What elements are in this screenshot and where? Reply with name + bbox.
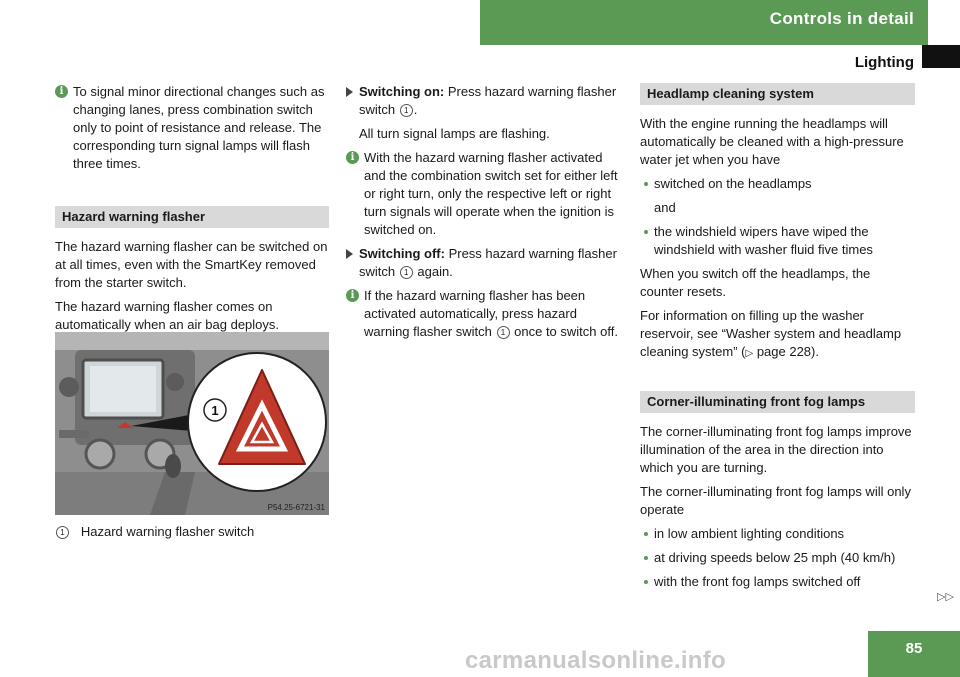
- callout-number: 1: [56, 526, 69, 539]
- info-note: [346, 287, 623, 341]
- paragraph: With the engine running the headlamps will automatically be cleaned with a high-pressure water jet when you have: [640, 116, 904, 167]
- step-text: Press hazard warning flasher switch: [359, 246, 617, 279]
- list-item-text: the windshield wipers have wiped the windshield with washer fluid five times: [654, 224, 873, 257]
- bullet-icon: [644, 182, 648, 186]
- info-icon: i: [346, 289, 359, 302]
- step-label: Switching off:: [359, 246, 445, 261]
- subsection-title: Lighting: [854, 54, 914, 71]
- continue-arrow-icon: ▷▷: [937, 591, 954, 603]
- list-item-text: switched on the headlamps: [654, 176, 812, 191]
- page-ref-arrow-icon: ▷: [745, 348, 754, 359]
- page-number-text: 85: [905, 640, 923, 657]
- list-item: [640, 573, 915, 591]
- paragraph: When you switch off the headlamps, the counter resets.: [640, 266, 871, 299]
- list-item: [640, 525, 915, 543]
- info-note-text: If the hazard warning flasher has been activated automatically, press hazard warning flasher switch: [364, 288, 586, 339]
- section-heading-fog: Corner-illuminating front fog lamps: [640, 391, 915, 413]
- watermark: carmanualsonline.info: [465, 647, 727, 674]
- step-result: All turn signal lamps are flashing.: [359, 126, 550, 141]
- caption-text: Hazard warning flasher switch: [80, 524, 255, 539]
- paragraph: The corner-illuminating front fog lamps will only operate: [640, 484, 911, 517]
- callout-number: 1: [497, 326, 510, 339]
- step-text-tail: again.: [417, 264, 453, 279]
- dashboard-figure: [55, 332, 329, 515]
- conjunction: and: [654, 200, 676, 215]
- bullet-icon: [644, 556, 648, 560]
- info-note: [346, 149, 623, 239]
- chapter-tab: [922, 45, 960, 68]
- arrow-icon: [346, 249, 353, 259]
- figure-callout: 1: [211, 403, 219, 418]
- list-item: [640, 175, 915, 193]
- paragraph: [640, 307, 915, 363]
- info-note-text: To signal minor directional changes such as changing lanes, press combination switch only to point of resistance and release. The corresponding turn signal lamps will flash three times.: [73, 84, 325, 171]
- list-item: [640, 549, 915, 567]
- column-2: [346, 83, 623, 347]
- arrow-icon: [346, 87, 353, 97]
- bullet-icon: [644, 532, 648, 536]
- section-heading-hazard: Hazard warning flasher: [55, 206, 329, 228]
- page-reference-link[interactable]: page 228).: [756, 344, 819, 359]
- list-item-text: in low ambient lighting conditions: [654, 526, 845, 541]
- info-note-tail: once to switch off.: [514, 324, 618, 339]
- info-note: [55, 83, 329, 173]
- figure-caption: [55, 523, 254, 541]
- callout-number: 1: [400, 266, 413, 279]
- section-title: Controls in detail: [769, 9, 914, 28]
- list-item-text: with the front fog lamps switched off: [654, 574, 861, 589]
- step-switch-on: Switching on: Press hazard warning flasher switch 1 .: [346, 83, 623, 119]
- paragraph: The corner-illuminating front fog lamps improve illumination of the area in the direction into which you are turning.: [640, 424, 912, 475]
- step-switch-off: [346, 245, 623, 281]
- list-item: [640, 223, 915, 259]
- paragraph: The hazard warning flasher can be switched on at all times, even with the SmartKey removed from the starter switch.: [55, 239, 328, 290]
- list-item-text: at driving speeds below 25 mph (40 km/h): [654, 550, 896, 565]
- column-3: [640, 83, 915, 597]
- bullet-icon: [644, 580, 648, 584]
- column-1: [55, 83, 329, 340]
- page-number: [868, 631, 960, 677]
- bullet-icon: [644, 230, 648, 234]
- paragraph-text: For information on filling up the washer reservoir, see “Washer system and headlamp cleaning system” (: [640, 308, 902, 359]
- step-label: Switching on:: [359, 84, 445, 99]
- info-icon: i: [346, 151, 359, 164]
- figure-code: P54.25-6721-31: [267, 503, 325, 512]
- paragraph: The hazard warning flasher comes on automatically when an air bag deploys.: [55, 299, 280, 332]
- dashboard-illustration: [55, 332, 329, 515]
- section-heading-headlamp: Headlamp cleaning system: [640, 83, 915, 105]
- info-note-text: With the hazard warning flasher activated and the combination switch set for either left or right turn, only the respective left or right turn signals will operate when the ignition is switched on.: [364, 150, 618, 237]
- callout-number: 1: [400, 104, 413, 117]
- step-text: Press hazard warning flasher switch: [359, 84, 617, 117]
- info-icon: i: [55, 85, 68, 98]
